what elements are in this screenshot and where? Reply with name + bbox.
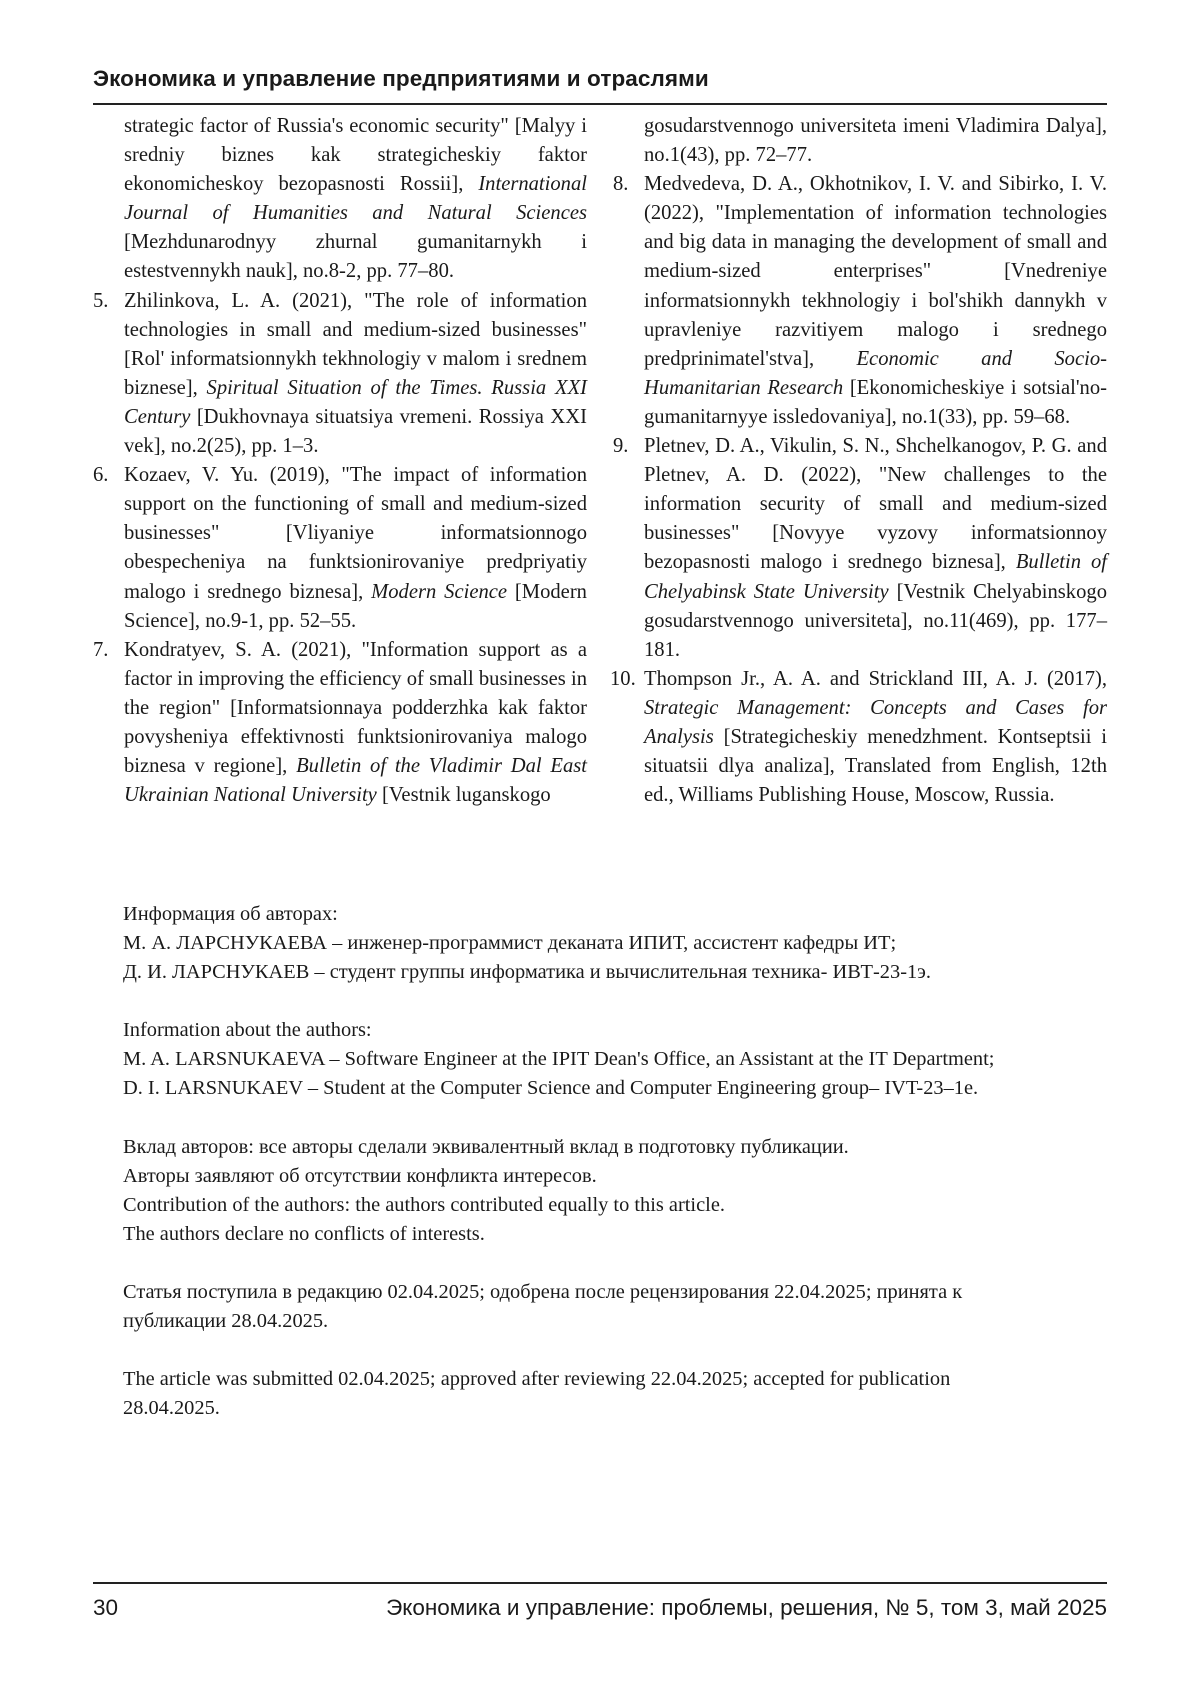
dates-ru: Статья поступила в редакцию 02.04.2025; одобрена после рецензирования 22.04.2025; принята к публикации 28.04.2025. [123,1278,1023,1336]
authors-ru-heading: Информация об авторах: [123,900,1103,929]
reference-source-title: International Journal of Humanities and Natural Sciences [124,173,587,224]
reference-source-title: Spiritual Situation of the Times. Russia XXI Century [124,377,587,428]
reference-text: gosudarstvennogo universiteta imeni Vladimira Dalya], no.1(43), pp. 72–77. [644,115,1107,166]
reference-source-title: Bulletin of Chelyabinsk State University [644,551,1107,602]
reference-source-title: Bulletin of the Vladimir Dal East Ukrainian National University [124,755,587,806]
reference-source-title: Strategic Management: Concepts and Cases for Analysis [644,697,1107,748]
page-number: 30 [93,1595,118,1621]
reference-source-title: Economic and Socio-Humanitarian Research [644,348,1107,399]
reference-item [613,112,1107,170]
author-ru-2: Д. И. ЛАРСНУКАЕВ – студент группы информатика и вычислительная техника- ИВТ-23-1э. [123,958,1103,987]
author-info [123,900,1103,1423]
reference-text: [Ekonomicheskiye i sotsial'no-gumanitarnyye issledovaniya], no.1(33), pp. 59–68. [644,377,1107,428]
reference-text: [Dukhovnaya situatsiya vremeni. Rossiya XXI vek], no.2(25), pp. 1–3. [124,406,587,457]
conflict-en: The authors declare no conflicts of interests. [123,1220,1103,1249]
reference-item [613,170,1107,432]
header-rule [93,103,1107,105]
reference-source-title: Modern Science [371,581,507,603]
reference-item [613,665,1107,810]
reference-text: [Modern Science], no.9-1, pp. 52–55. [124,581,587,632]
reference-text: Thompson Jr., A. A. and Strickland III, A. J. (2017), [644,668,1107,690]
reference-item [93,287,587,462]
authors-en-heading: Information about the authors: [123,1016,1103,1045]
reference-text: strategic factor of Russia's economic security" [Malyy i sredniy biznes kak strategicheskiy faktor ekonomicheskoy bezopasnosti Rossii], [124,115,587,195]
footer-rule [93,1582,1107,1584]
reference-text: Kondratyev, S. A. (2021), "Information support as a factor in improving the efficiency of small businesses in the region" [Informatsionnaya podderzhka kak faktor povysheniya effektivnosti funktsionirovaniya malogo biznesa v regione], [124,639,587,777]
reference-number: 7. [93,636,108,665]
references-right-column [613,112,1107,810]
reference-number: 5. [93,287,108,316]
reference-item [613,432,1107,665]
reference-text: [Vestnik Chelyabinskogo gosudarstvennogo universiteta], no.11(469), pp. 177–181. [644,581,1107,661]
reference-item [93,112,587,287]
reference-item [93,636,587,811]
contribution-en: Contribution of the authors: the authors contributed equally to this article. [123,1191,1103,1220]
reference-number: 8. [613,170,628,199]
reference-number: 10. [610,665,636,694]
author-en-1: M. A. LARSNUKAEVA – Software Engineer at the IPIT Dean's Office, an Assistant at the IT Department; [123,1045,1103,1074]
reference-text: [Strategicheskiy menedzhment. Kontseptsii i situatsii dlya analiza], Translated from English, 12th ed., Williams Publishing House, Moscow, Russia. [644,726,1107,806]
reference-text: [Vestnik luganskogo [377,784,551,806]
dates-en: The article was submitted 02.04.2025; approved after reviewing 22.04.2025; accepted for publication 28.04.2025. [123,1365,1023,1423]
reference-text: Medvedeva, D. A., Okhotnikov, I. V. and Sibirko, I. V. (2022), "Implementation of information technologies and big data in managing the development of small and medium-sized enterprises" [Vnedreniye informatsionnykh tekhnologiy i bol'shikh dannykh v upravleniye razvitiyem malogo i srednego predprinimatel'stva], [644,173,1107,370]
author-en-2: D. I. LARSNUKAEV – Student at the Computer Science and Computer Engineering group– IVT-23–1e. [123,1074,1103,1103]
reference-text: Zhilinkova, L. A. (2021), "The role of information technologies in small and medium-sized businesses" [Rol' informatsionnykh tekhnologiy v malom i srednem biznese], [124,290,587,399]
reference-text: Kozaev, V. Yu. (2019), "The impact of information support on the functioning of small and medium-sized businesses" [Vliyaniye informatsionnogo obespecheniya na funktsionirovaniye predpriyatiy malogo i srednego biznesa], [124,464,587,602]
running-header: Экономика и управление предприятиями и отраслями [93,66,709,92]
journal-footer: Экономика и управление: проблемы, решения, № 5, том 3, май 2025 [386,1595,1107,1621]
reference-item [93,461,587,636]
reference-number: 9. [613,432,628,461]
contribution-ru: Вклад авторов: все авторы сделали эквивалентный вклад в подготовку публикации. [123,1133,1103,1162]
references-left-column [93,112,587,810]
reference-number: 6. [93,461,108,490]
reference-text: [Mezhdunarodnyy zhurnal gumanitarnykh i estestvennykh nauk], no.8-2, pp. 77–80. [124,231,587,282]
reference-text: Pletnev, D. A., Vikulin, S. N., Shchelkanogov, P. G. and Pletnev, A. D. (2022), "New challenges to the information security of small and medium-sized businesses" [Novyye vyzovy informatsionnoy bezopasnosti malogo i srednego biznesa], [644,435,1107,573]
conflict-ru: Авторы заявляют об отсутствии конфликта интересов. [123,1162,1103,1191]
author-ru-1: М. А. ЛАРСНУКАЕВА – инженер-программист деканата ИПИТ, ассистент кафедры ИТ; [123,929,1103,958]
